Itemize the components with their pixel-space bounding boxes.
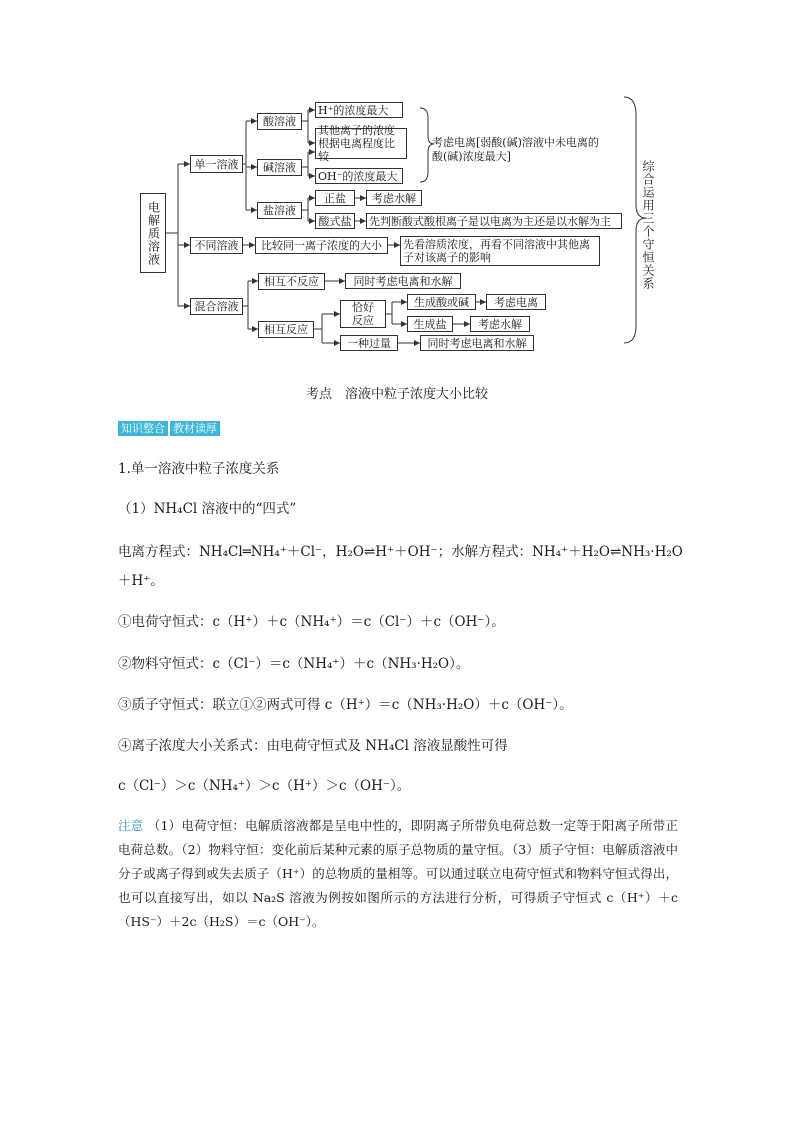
box-consider-hydrolysis-1: 考虑水解 bbox=[366, 190, 422, 206]
sub-title: （1）NH₄Cl 溶液中的“四式” bbox=[118, 501, 297, 517]
box-root: 电解质溶液 bbox=[140, 193, 166, 273]
box-different-solutions: 不同溶液 bbox=[190, 237, 243, 254]
box-consider-hydrolysis-2: 考虑水解 bbox=[470, 316, 530, 332]
box-salt-solution: 盐溶液 bbox=[257, 202, 302, 219]
box-base-solution: 碱溶液 bbox=[257, 159, 302, 176]
tag-knowledge-integration: 知识整合 bbox=[118, 421, 168, 436]
box-mixed-solution: 混合溶液 bbox=[190, 298, 243, 315]
line-material-balance: ②物料守恒式：c（Cl⁻）＝c（NH₄⁺）＋c（NH₃·H₂O）。 bbox=[118, 656, 470, 672]
text-right-label: 综合运用三个守恒关系 bbox=[641, 160, 655, 290]
text-consider-ionization: 考虑电离[弱酸(碱)溶液中未电离的酸(碱)浓度最大] bbox=[432, 136, 599, 163]
box-single-solution: 单一溶液 bbox=[190, 155, 243, 173]
box-compare-same-ion: 比较同一离子浓度的大小 bbox=[255, 237, 388, 254]
box-acid-salt: 酸式盐 bbox=[315, 213, 355, 229]
box-consider-both-2: 同时考虑电离和水解 bbox=[420, 335, 534, 351]
line-order-2: c（Cl⁻）＞c（NH₄⁺）＞c（H⁺）＞c（OH⁻）。 bbox=[118, 778, 411, 794]
box-different-desc: 先看溶质浓度，再看不同溶液中其他离子对该离子的影响 bbox=[400, 236, 600, 266]
box-oh-max: OH⁻的浓度最大 bbox=[315, 168, 403, 184]
line-order-1: ④离子浓度大小关系式：由电荷守恒式及 NH₄Cl 溶液显酸性可得 bbox=[118, 738, 508, 754]
box-mutual-reaction: 相互反应 bbox=[258, 321, 314, 338]
box-h-max: H⁺的浓度最大 bbox=[315, 102, 403, 118]
box-acid-salt-judge: 先判断酸式酸根离子是以电离为主还是以水解为主 bbox=[366, 213, 622, 229]
note-label: 注意 bbox=[118, 818, 144, 833]
line-proton-balance: ③质子守恒式：联立①②两式可得 c（H⁺）＝c（NH₃·H₂O）＋c（OH⁻）。 bbox=[118, 697, 573, 713]
box-gen-salt: 生成盐 bbox=[407, 316, 453, 332]
box-acid-solution: 酸溶液 bbox=[257, 113, 302, 130]
box-consider-ionization-2: 考虑电离 bbox=[486, 294, 546, 310]
box-gen-acid-base: 生成酸或碱 bbox=[407, 294, 476, 310]
note-block bbox=[118, 814, 678, 934]
line-ionization-2: ＋H⁺。 bbox=[118, 573, 164, 589]
section-caption: 考点 溶液中粒子浓度大小比较 bbox=[305, 387, 488, 402]
box-consider-both-1: 同时考虑电离和水解 bbox=[345, 273, 461, 289]
box-exact-reaction: 恰好反应 bbox=[340, 300, 386, 328]
knowledge-tag bbox=[118, 421, 220, 436]
tag-textbook-reading: 教材读厚 bbox=[170, 421, 220, 436]
line-charge-balance: ①电荷守恒式：c（H⁺）＋c（NH₄⁺）＝c（Cl⁻）＋c（OH⁻）。 bbox=[118, 614, 505, 630]
section-title: 1.单一溶液中粒子浓度关系 bbox=[118, 461, 280, 477]
box-other-ions: 其他离子的浓度根据电离程度比较 bbox=[315, 128, 407, 159]
box-normal-salt: 正盐 bbox=[315, 190, 355, 206]
note-text: （1）电荷守恒：电解质溶液都是呈电中性的，即阴离子所带负电荷总数一定等于阳离子所带正电荷总数。（2）物料守恒：变化前后某种元素的原子总物质的量守恒。（3）质子守恒：电解质溶液中分子或离子得到或失去质子（H⁺）的总物质的量相等。可以通过联立电荷守恒式和物料守恒式得出，也可以直接写出，如以 Na₂S 溶液为例按如图所示的方法进行分析，可得质子守恒式 c（H⁺）＋c（HS⁻）＋2c（H₂S）＝c（OH⁻）。 bbox=[118, 818, 678, 929]
box-one-excess: 一种过量 bbox=[340, 335, 398, 351]
line-ionization-1: 电离方程式：NH₄Cl═NH₄⁺＋Cl⁻，H₂O⇌H⁺＋OH⁻；水解方程式：NH₄⁺＋H₂O⇌NH₃·H₂O bbox=[118, 544, 683, 560]
box-no-reaction: 相互不反应 bbox=[258, 273, 325, 290]
